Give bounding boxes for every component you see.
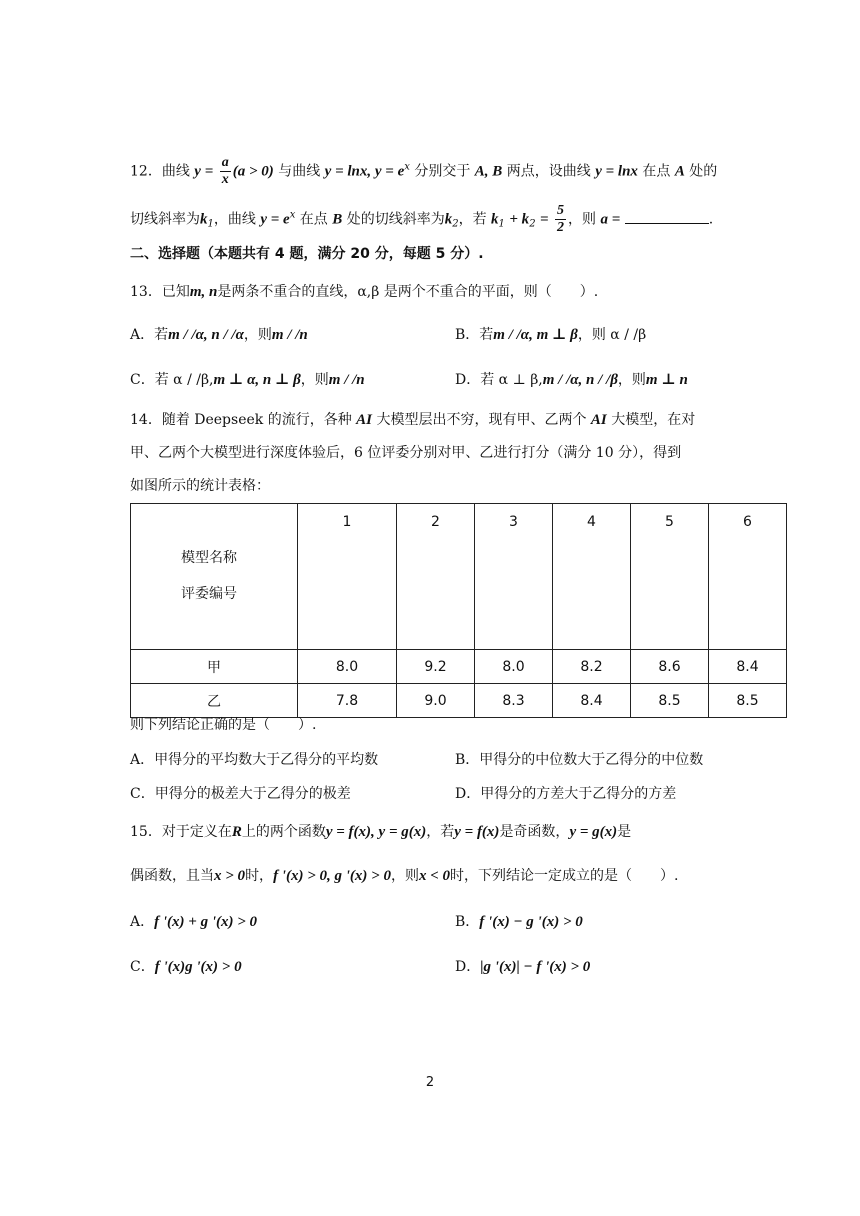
q13-option-b[interactable] (455, 325, 646, 345)
q14-ai: AI (356, 412, 373, 428)
q15-text: 时， (245, 868, 274, 884)
q13-a-then: ，则 (243, 327, 272, 343)
q12-sup: x (404, 161, 410, 173)
q15-xneg: x < 0 (418, 868, 451, 884)
judge-number-cell: 4 (553, 504, 631, 650)
score-cell: 9.2 (397, 650, 475, 684)
q15-text: 时，下列结论一定成立的是（ ）. (450, 868, 679, 884)
q12-sum: + k (509, 211, 530, 228)
q13-a-math: m / /α, n / /α (168, 327, 244, 343)
q15-option-d[interactable] (455, 957, 590, 977)
q15-text: 偶函数，且当 (130, 868, 214, 884)
q12-number: 12．曲线 (130, 163, 190, 180)
q12-text: ，若 (458, 211, 487, 228)
q12-text: 分别交于 (414, 163, 471, 180)
q14-ai: AI (590, 412, 607, 428)
q15-c-math: f '(x)g '(x) > 0 (154, 959, 242, 975)
q15-line2 (130, 866, 678, 886)
q12-text: 处的 (689, 163, 718, 180)
q14-text: 大模型层出不穷，现有甲、乙两个 (376, 412, 587, 428)
q15-text: 上的两个函数 (241, 824, 326, 840)
q13-c-math: m ⊥ α, n ⊥ β (213, 372, 301, 388)
q15-text: 是 (617, 824, 632, 840)
q12-text: 与曲线 (278, 163, 321, 180)
q14-option-a[interactable]: A．甲得分的平均数大于乙得分的平均数 (130, 752, 379, 768)
q15-deriv: f '(x) > 0, g '(x) > 0 (273, 868, 391, 884)
q15-text: 是奇函数， (499, 824, 570, 840)
score-cell: 8.4 (709, 650, 787, 684)
q13-c-then: ，则 (300, 372, 329, 388)
score-cell: 7.8 (298, 684, 397, 718)
score-cell: 8.3 (475, 684, 553, 718)
score-cell: 9.0 (397, 684, 475, 718)
score-cell: 8.4 (553, 684, 631, 718)
q15-option-b[interactable] (455, 912, 583, 932)
q15-a-math: f '(x) + g '(x) > 0 (154, 914, 258, 930)
q12-curves: y = lnx, y = e (324, 163, 405, 180)
q12-points: A, B (474, 163, 503, 180)
q15-xpos: x > 0 (214, 868, 246, 884)
q15-d-label: D． (455, 959, 481, 975)
q14-line1 (130, 410, 695, 430)
q13-d-label: D．若 α ⊥ β, (455, 372, 543, 388)
q12-text: 两点，设曲线 (506, 163, 591, 180)
q15-funcs: y = f(x), y = g(x) (325, 824, 427, 840)
table-row (131, 650, 787, 684)
q15-b-math: f '(x) − g '(x) > 0 (479, 914, 583, 930)
q12-point-a: A (674, 163, 685, 180)
q15-text: ，则 (390, 868, 419, 884)
q15-option-c[interactable] (130, 957, 242, 977)
q13-b-label: B．若 (455, 327, 494, 343)
q13-a-label: A．若 (130, 327, 169, 343)
q12-fraction: $\frac{a}{x}$ (221, 155, 229, 187)
q15-d-math: |g '(x)| − f '(x) > 0 (480, 959, 591, 975)
q13-c-result: m / /n (328, 372, 365, 388)
q12-curve-e: y = e (260, 211, 290, 228)
q14-option-c[interactable]: C．甲得分的极差大于乙得分的极差 (130, 786, 351, 802)
q12-sub: 2 (529, 218, 536, 230)
header-label-cell (131, 504, 298, 650)
q15-text: 15．对于定义在 (130, 824, 232, 840)
q12-point-b: B (332, 211, 343, 228)
q12-curve-ln: y = lnx (595, 163, 638, 180)
q13-d-result: m ⊥ n (645, 372, 688, 388)
q14-text: 大模型，在对 (611, 412, 696, 428)
q14-line2: 甲、乙两个大模型进行深度体验后，6 位评委分别对甲、乙进行打分（满分 10 分），得到 (130, 445, 682, 461)
judge-number-cell: 6 (709, 504, 787, 650)
q12-text: 处的切线斜率为 (346, 211, 445, 228)
score-table (130, 503, 787, 718)
judge-number-cell: 3 (475, 504, 553, 650)
header-label-model: 模型名称 (181, 550, 237, 566)
judge-number-cell: 5 (631, 504, 709, 650)
header-label-judge: 评委编号 (181, 586, 237, 602)
section-heading: 二、选择题（本题共有 4 题，满分 20 分，每题 5 分）. (130, 246, 484, 262)
page-number: 2 (425, 1075, 435, 1090)
q12-text: 切线斜率为 (130, 211, 200, 228)
model-name-cell: 乙 (131, 684, 298, 718)
q12-k: k (200, 211, 208, 228)
score-cell: 8.0 (298, 650, 397, 684)
score-cell: 8.2 (553, 650, 631, 684)
q12-condition: (a > 0) (232, 163, 274, 180)
q13-option-a[interactable] (130, 325, 308, 345)
q13-text: 13．已知 (130, 284, 190, 300)
score-cell: 8.5 (709, 684, 787, 718)
score-cell: 8.5 (631, 684, 709, 718)
q13-option-d[interactable] (455, 370, 688, 390)
q13-b-math: m / /α, m ⊥ β (493, 327, 578, 343)
q12-sub: 2 (452, 218, 459, 230)
q12-text: 在点 (299, 211, 328, 228)
q12-k: k (444, 211, 453, 228)
q13-b-then: ，则 α / /β (577, 327, 647, 343)
q12-sup: x (289, 209, 296, 221)
q13-a-result: m / /n (271, 327, 308, 343)
q13-text: 是两条不重合的直线，α,β 是两个不重合的平面，则（ ）. (217, 284, 599, 300)
q12-text: ，曲线 (213, 211, 256, 228)
table-row (131, 684, 787, 718)
q15-g: y = g(x) (569, 824, 618, 840)
q14-ask: 则下列结论正确的是（ ）. (130, 717, 317, 733)
q12-line2 (130, 203, 713, 236)
q15-r: R (231, 824, 242, 840)
answer-blank[interactable] (625, 209, 709, 224)
judge-number-cell: 2 (397, 504, 475, 650)
q15-text: ，若 (426, 824, 455, 840)
q15-option-a[interactable] (130, 912, 257, 932)
q14-text: 14．随着 Deepseek 的流行，各种 (130, 412, 352, 428)
q13-option-c[interactable] (130, 370, 365, 390)
score-cell: 8.0 (475, 650, 553, 684)
q13-c-label: C．若 α / /β, (130, 372, 214, 388)
q12-line1: 12．曲线 y = $\frac{a}{x}$ (a > 0) 与曲线 y = lnx, $y = e^x$ 分别交于 A, B 两点，设曲线 y = lnx 在点 A 处的 (130, 155, 718, 187)
q13-stem (130, 282, 598, 302)
q12-eq: = (540, 211, 549, 228)
model-name-cell: 甲 (131, 650, 298, 684)
q12-a-eq: a = (600, 211, 621, 228)
q12-text: ，则 (568, 211, 597, 228)
q12-sub: 1 (498, 218, 505, 230)
q12-k: k (491, 211, 499, 228)
q12-end: . (708, 211, 714, 228)
q12-fraction-5-2: $\frac{5}{2}$ (557, 203, 565, 235)
q15-f: y = f(x) (454, 824, 500, 840)
q15-a-label: A． (130, 914, 155, 930)
table-header-row (131, 504, 787, 650)
q13-d-math: m / /α, n / /β (542, 372, 618, 388)
q12-text: 在点 (642, 163, 671, 180)
q15-c-label: C． (130, 959, 155, 975)
q15-b-label: B． (455, 914, 480, 930)
score-cell: 8.6 (631, 650, 709, 684)
q12-sub: 1 (207, 218, 214, 230)
q14-option-d[interactable]: D．甲得分的方差大于乙得分的方差 (455, 786, 677, 802)
q14-line3: 如图所示的统计表格： (130, 478, 270, 494)
q15-line1 (130, 822, 631, 842)
q13-d-then: ，则 (617, 372, 646, 388)
judge-number-cell: 1 (298, 504, 397, 650)
q14-option-b[interactable]: B．甲得分的中位数大于乙得分的中位数 (455, 752, 704, 768)
q13-mn: m, n (189, 284, 218, 300)
